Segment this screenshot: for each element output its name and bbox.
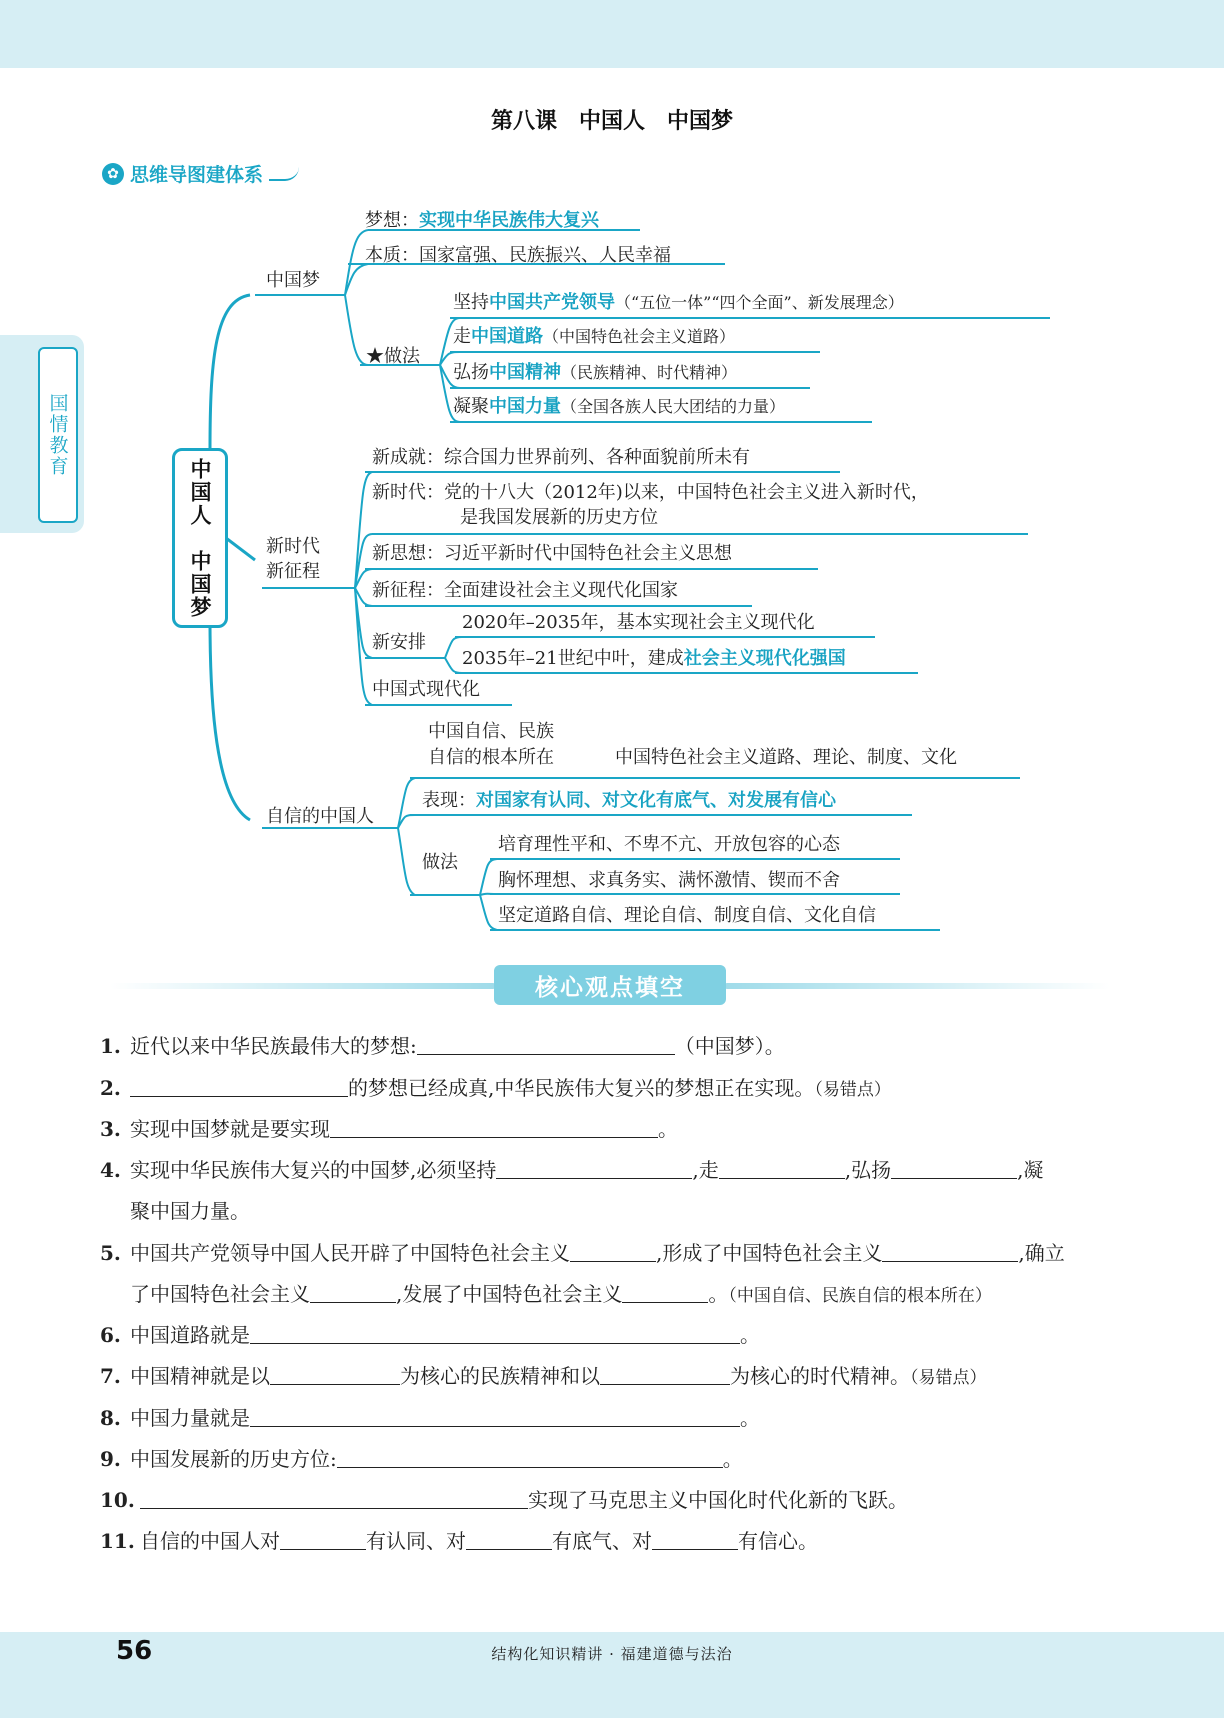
answer-blank[interactable] — [570, 1239, 656, 1262]
question-text: ,确立 — [1018, 1241, 1065, 1265]
answer-blank[interactable] — [337, 1445, 723, 1468]
dream-item — [365, 210, 599, 232]
question-text: ,走 — [692, 1158, 719, 1182]
question-text: 中国发展新的历史方位: — [130, 1447, 337, 1471]
method-item — [453, 326, 735, 348]
dream-prefix: 梦想： — [365, 210, 419, 231]
question-text: 有认同、对 — [366, 1529, 466, 1553]
answer-blank[interactable] — [600, 1362, 730, 1385]
arrangement-text: 2035年–21世纪中叶，建成 — [462, 648, 684, 669]
question-number: 6. — [100, 1323, 121, 1347]
method-item — [453, 396, 785, 418]
question-6 — [100, 1320, 760, 1350]
question-11 — [100, 1526, 818, 1556]
achievement-item: 新成就：综合国力世界前列、各种面貌前所未有 — [372, 447, 750, 468]
question-text: 。 — [722, 1447, 743, 1471]
method-node: ★做法 — [366, 346, 420, 367]
question-text: 。 — [740, 1323, 760, 1347]
question-note: （易错点） — [814, 1080, 891, 1100]
question-text: ,形成了中国特色社会主义 — [656, 1241, 883, 1265]
answer-blank[interactable] — [622, 1280, 708, 1303]
question-number: 11. — [100, 1529, 135, 1553]
question-text: 。 — [658, 1117, 678, 1141]
answer-blank[interactable] — [891, 1156, 1017, 1179]
arrangement-item — [462, 648, 846, 670]
era-item-line1: 新时代：党的十八大（2012年)以来，中国特色社会主义进入新时代， — [372, 482, 929, 503]
answer-blank[interactable] — [882, 1239, 1018, 1262]
question-text: 实现中国梦就是要实现 — [130, 1117, 330, 1141]
method-text: 凝聚 — [453, 396, 489, 417]
branch-new-era-line2: 新征程 — [266, 561, 320, 582]
question-text: 实现了马克思主义中国化时代化新的飞跃。 — [528, 1488, 908, 1512]
branch-new-era-line1: 新时代 — [266, 536, 320, 557]
mindmap-root: 中国人 中国梦 — [172, 448, 228, 628]
side-tab-label: 国情教育 — [38, 347, 78, 523]
answer-blank[interactable] — [250, 1404, 740, 1427]
question-number: 7. — [100, 1364, 121, 1388]
method-highlight: 中国共产党领导 — [489, 292, 615, 313]
question-note: （中国自信、民族自信的根本所在） — [728, 1286, 992, 1306]
method-text: 坚持 — [453, 292, 489, 313]
question-5 — [100, 1238, 1065, 1268]
question-number: 3. — [100, 1117, 121, 1141]
question-2 — [100, 1073, 891, 1105]
answer-blank[interactable] — [280, 1527, 366, 1550]
answer-blank[interactable] — [466, 1527, 552, 1550]
question-text: 中国力量就是 — [130, 1406, 250, 1430]
method-highlight: 中国道路 — [471, 326, 543, 347]
lightbulb-icon: ✿ — [102, 163, 124, 185]
answer-blank[interactable] — [140, 1486, 528, 1509]
question-8 — [100, 1403, 760, 1433]
question-text: 有底气、对 — [552, 1529, 652, 1553]
answer-blank[interactable] — [130, 1074, 348, 1097]
page-number: 56 — [116, 1636, 153, 1666]
answer-blank[interactable] — [250, 1321, 740, 1344]
question-text: 为核心的民族精神和以 — [400, 1364, 600, 1388]
mindmap-badge-label: 思维导图建体系 — [130, 164, 264, 186]
question-10 — [100, 1485, 908, 1515]
performance-item — [422, 790, 836, 812]
root-cause-line1: 中国自信、民族 — [428, 721, 554, 742]
method-note: （“五位一体”“四个全面”、新发展理念） — [615, 293, 904, 312]
arrangement-highlight: 社会主义现代化强国 — [683, 648, 846, 669]
answer-blank[interactable] — [310, 1280, 396, 1303]
arrangement-item: 2020年–2035年，基本实现社会主义现代化 — [462, 612, 815, 633]
branch-confident-chinese: 自信的中国人 — [266, 806, 374, 827]
question-text: 中国道路就是 — [130, 1323, 250, 1347]
question-text: 的梦想已经成真,中华民族伟大复兴的梦想正在实现。 — [348, 1076, 815, 1100]
practice-item: 培育理性平和、不卑不亢、开放包容的心态 — [498, 834, 840, 855]
era-item-line2: 是我国发展新的历史方位 — [460, 507, 658, 528]
root-cause-value: 中国特色社会主义道路、理论、制度、文化 — [615, 747, 957, 768]
lesson-title: 第八课 中国人 中国梦 — [490, 109, 733, 134]
question-9 — [100, 1444, 743, 1474]
practice-node: 做法 — [422, 852, 458, 873]
footer-text: 结构化知识精讲 · 福建道德与法治 — [491, 1645, 733, 1663]
question-text: ,弘扬 — [844, 1158, 892, 1182]
question-number: 4. — [100, 1158, 121, 1182]
essence-item: 本质：国家富强、民族振兴、人民幸福 — [365, 245, 671, 266]
question-note: （易错点） — [910, 1368, 987, 1388]
question-3 — [100, 1114, 678, 1144]
performance-prefix: 表现： — [422, 790, 476, 811]
question-4-cont: 聚中国力量。 — [130, 1199, 250, 1223]
question-text: 近代以来中华民族最伟大的梦想: — [130, 1034, 417, 1058]
question-number: 2. — [100, 1076, 121, 1100]
banner-line-left — [110, 983, 496, 989]
question-text: 为核心的时代精神。 — [730, 1364, 910, 1388]
method-highlight: 中国精神 — [489, 362, 561, 383]
answer-blank[interactable] — [652, 1527, 738, 1550]
question-number: 1. — [100, 1034, 121, 1058]
question-text: 实现中华民族伟大复兴的中国梦,必须坚持 — [130, 1158, 497, 1182]
question-text: 了中国特色社会主义 — [130, 1282, 310, 1306]
question-number: 9. — [100, 1447, 121, 1471]
question-text: 中国精神就是以 — [130, 1364, 270, 1388]
banner-line-right — [724, 983, 1110, 989]
method-item — [453, 292, 904, 314]
method-highlight: 中国力量 — [489, 396, 561, 417]
journey-item: 新征程：全面建设社会主义现代化国家 — [372, 580, 678, 601]
branch-chinese-dream: 中国梦 — [266, 270, 320, 291]
method-text: 走 — [453, 326, 471, 347]
dream-highlight: 实现中华民族伟大复兴 — [419, 210, 599, 231]
question-number: 8. — [100, 1406, 121, 1430]
method-note: （民族精神、时代精神） — [561, 363, 738, 382]
practice-item: 胸怀理想、求真务实、满怀激情、锲而不舍 — [498, 870, 840, 891]
question-text: ,凝 — [1017, 1158, 1044, 1182]
answer-blank[interactable] — [330, 1115, 658, 1138]
question-1 — [100, 1031, 785, 1061]
question-text: 中国共产党领导中国人民开辟了中国特色社会主义 — [130, 1241, 570, 1265]
question-text: 有信心。 — [738, 1529, 818, 1553]
question-number: 5. — [100, 1241, 121, 1265]
question-text: 。 — [740, 1406, 760, 1430]
thought-item: 新思想：习近平新时代中国特色社会主义思想 — [372, 543, 732, 564]
answer-blank[interactable] — [270, 1362, 400, 1385]
method-note: （中国特色社会主义道路） — [543, 327, 736, 346]
question-4 — [100, 1155, 1043, 1185]
answer-blank[interactable] — [417, 1032, 675, 1055]
question-number: 10. — [100, 1488, 135, 1512]
question-text: 自信的中国人对 — [140, 1529, 280, 1553]
method-note: （全国各族人民大团结的力量） — [561, 397, 786, 416]
question-5-cont — [130, 1279, 992, 1311]
root-cause-line2: 自信的根本所在 — [428, 747, 554, 768]
question-7 — [100, 1361, 987, 1393]
question-text: 。 — [708, 1282, 729, 1306]
practice-item: 坚定道路自信、理论自信、制度自信、文化自信 — [498, 905, 876, 926]
question-text: ,发展了中国特色社会主义 — [396, 1282, 623, 1306]
modernization-item: 中国式现代化 — [372, 679, 480, 700]
arrangement-node: 新安排 — [372, 632, 426, 653]
performance-highlight: 对国家有认同、对文化有底气、对发展有信心 — [476, 790, 836, 811]
answer-blank[interactable] — [496, 1156, 692, 1179]
question-text: （中国梦）。 — [674, 1034, 785, 1058]
fill-in-banner: 核心观点填空 — [494, 965, 726, 1005]
method-item — [453, 362, 737, 384]
method-text: 弘扬 — [453, 362, 489, 383]
answer-blank[interactable] — [719, 1156, 845, 1179]
